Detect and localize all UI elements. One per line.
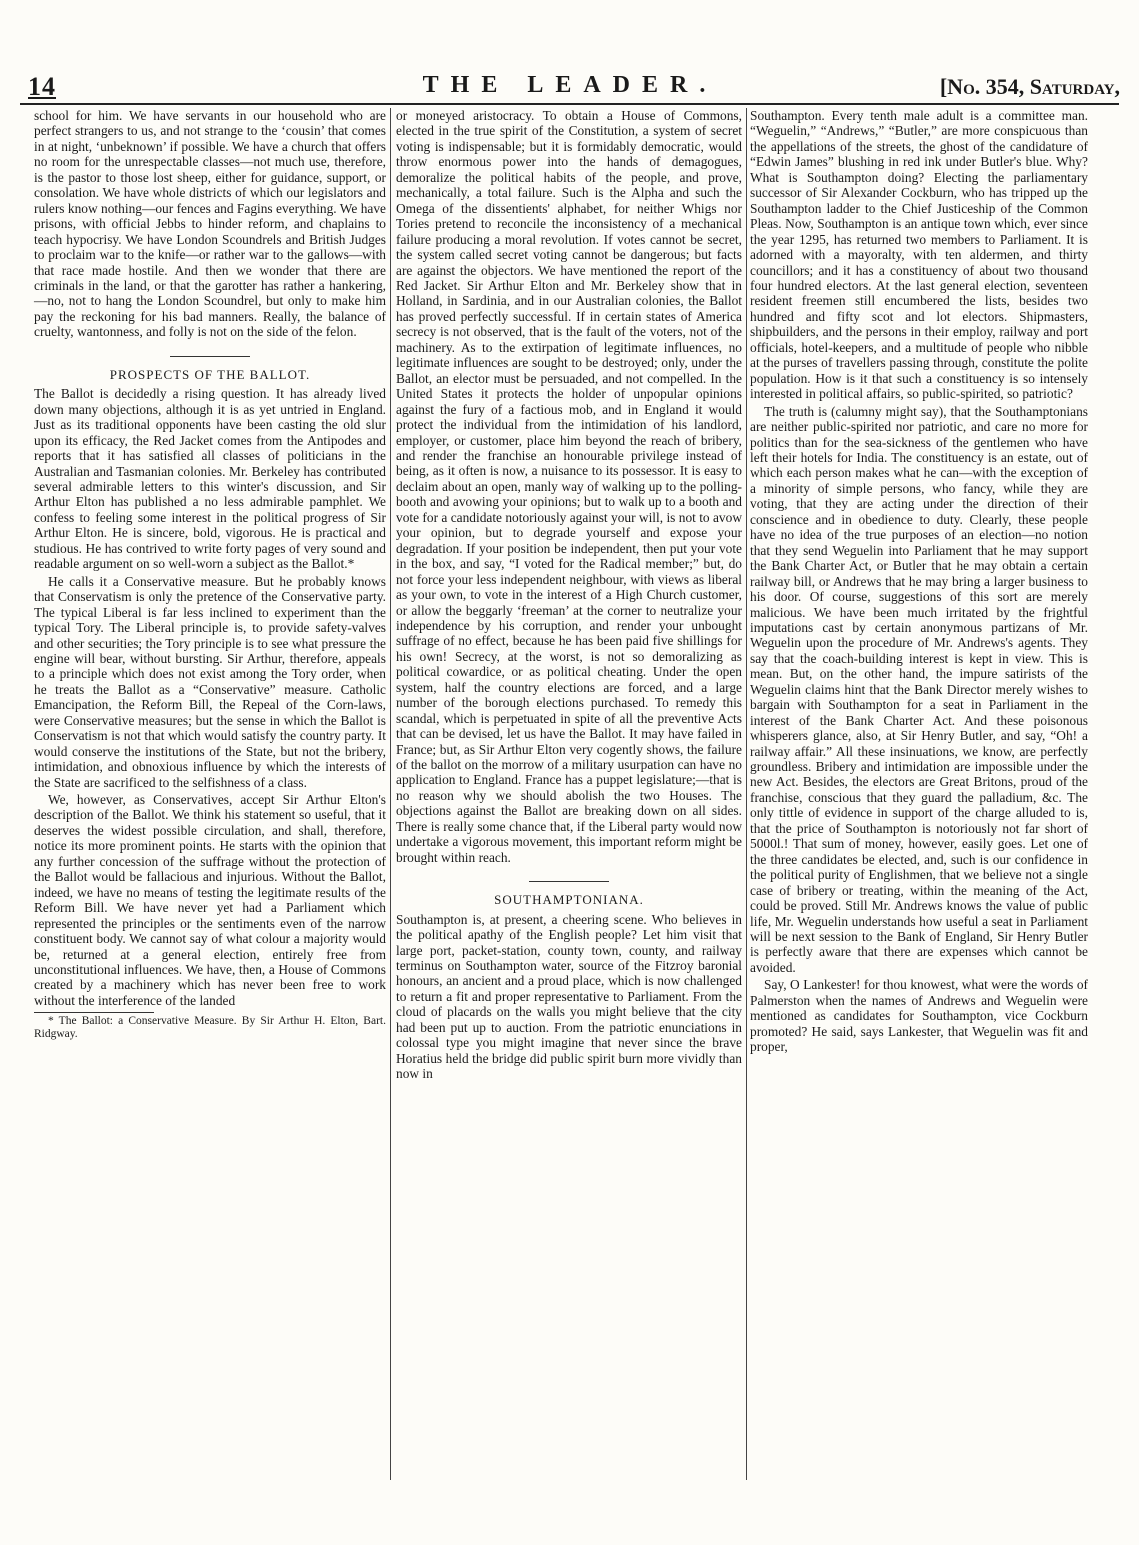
page-header (20, 70, 1120, 106)
paragraph: The Ballot is decidedly a rising question. It has already lived down many objections, although it is as yet untried in England. Just as its traditional opponents have been casting the old slur upon its efficacy, the Red Jacket comes from the Antipodes and reports that it has satisfied all classes of politicians in the Australian and Tasmanian colonies. Mr. Berkeley has contributed several admirable letters to this winter's discussion, and Sir Arthur Elton has published a no less admirable pamphlet. We confess to feeling some interest in the political progress of Sir Arthur Elton. He is sincere, bold, vigorous. He is practical and studious. He has contrived to write forty pages of very sound and readable argument on so well-worn a subject as the Ballot.* (34, 386, 386, 572)
section-divider (170, 356, 250, 357)
page-number: 14 (28, 72, 56, 101)
paragraph: We, however, as Conservatives, accept Sir Arthur Elton's description of the Ballot. We think his statement so useful, that it deserves the widest possible circulation, and shall, therefore, notice its more prominent points. He starts with the opinion that any further concession of the suffrage without the protection of the Ballot would be fallacious and injurious. Without the Ballot, indeed, we have no means of testing the legitimate results of the Reform Bill. We have never yet had a Parliament which represented the principles or the sentiments even of the narrow constituent body. We cannot say of what colour a majority would be, returned at a general election, entirely free from unconstitutional influences. We have, then, a House of Commons created by a machinery which has never been free to work without the interference of the landed (34, 792, 386, 1008)
column-3 (750, 108, 1088, 1057)
column-rule-1 (390, 108, 391, 1480)
header-rule (20, 103, 1119, 105)
issue-info: [No. 354, Saturday, (939, 74, 1120, 99)
article-heading-southamptoniana: SOUTHAMPTONIANA. (494, 892, 644, 908)
article-heading-ballot: PROSPECTS OF THE BALLOT. (109, 366, 311, 382)
section-divider (529, 881, 609, 882)
footnote: * The Ballot: a Conservative Measure. By Sir Arthur H. Elton, Bart. Ridgway. (34, 1015, 386, 1041)
paragraph: Say, O Lankester! for thou knowest, what were the words of Palmerston when the names of Andrews and Weguelin were mentioned as candidates for Southampton, vice Cockburn promoted? He said, says Lankester, that Weguelin was fit and proper, (750, 977, 1088, 1055)
column-rule-2 (746, 108, 747, 1480)
paragraph: Southampton. Every tenth male adult is a committee man. “Weguelin,” “Andrews,” “Butler,” are more conspicuous than the appellations of the streets, the ghost of the candidature of “Edwin James” blushing in red ink under Butler's blue. Why? What is Southampton doing? Electing the parliamentary successor of Sir Alexander Cockburn, who has tripped up the Southampton ladder to the Chief Justiceship of the Common Pleas. Now, Southampton is an antique town which, ever since the year 1295, has returned two members to Parliament. It is adorned with a mayoralty, with ten aldermen, and thirty councillors; and it has a constituency of about two thousand four hundred electors. At the last general election, seventeen resident freemen still encumbered the lists, besides two hundred and fifty scot and lot electors. Shipmasters, shipbuilders, and the persons in their employ, railway and port officials, hotel-keepers, and a multitude of people who nibble at the purses of travellers passing through, constitute the polite population. How is it that such a constituency is so intensely interested in political affairs, so public-spirited, so patriotic? (750, 108, 1088, 402)
footnote-rule (34, 1012, 154, 1013)
paragraph: The truth is (calumny might say), that the Southamptonians are neither public-spirited nor patriotic, and care no more for politics than for the sea-sickness of the gentlemen who have left their hotels for India. The constituency is an estate, out of which each person makes what he can—with the exception of a minority of simple persons, who fancy, while they are voting, that they are acting under the direction of their conscience and in obedience to duty. Clearly, these people have no idea of the true purposes of an election—no notion that they send Weguelin into Parliament that he may support the Bank Charter Act, or Butler that he may obtain a certain railway bill, or Andrews that he may bring a larger business to his door. Of course, suggestions of this sort are merely malicious. We have been much irritated by the frightful imputations cast by certain anonymous partizans of Mr. Weguelin upon the procedure of Mr. Andrews's agents. They say that the coach-building interest is kept in view. This is mean. But, on the other hand, the impure satirists of the Weguelin claims hint that the Bank Director merely wishes to bargain with Southampton for a seat in Parliament in the interest of the Bank Charter Act. And these poisonous whisperers glance, also, at Sir Henry Butler, and say, “Oh! a railway affair.” All these insinuations, we know, are perfectly groundless. Bribery and intimidation are impossible under the new Act. Besides, the electors are Great Britons, proud of the franchise, conscious that they guard the palladium, &c. The only tittle of evidence in support of the charge alluded to is, that the price of Southampton is notoriously not far short of 5000l.! That sum of money, however, easily goes. Let one of the three candidates be elected, and, such is our confidence in the political purity of Englishmen, that we believe not a single case of bribery or treating, within the meaning of the Act, could be proved. Still Mr. Andrews knows the value of public life, Mr. Weguelin understands how useful a seat in Parliament will be next session to the Bank of England, Sir Henry Butler is perfectly aware that there are expenses which cannot be avoided. (750, 403, 1088, 975)
paragraph: He calls it a Conservative measure. But he probably knows that Conservatism is only the pretence of the Conservative party. The typical Liberal is far less inclined to experiment than the typical Tory. The Liberal principle is, to provide safety-valves and other securities; the Tory principle is to see what pressure the engine will bear, without bursting. Sir Arthur, therefore, appeals to a principle which does not exist among the Tory order, when he treats the Ballot as a “Conservative” measure. Catholic Emancipation, the Reform Bill, the Repeal of the Corn-laws, were Conservative measures; but the sense in which the Ballot is Conservatism is not that which would satisfy the country party. It would conserve the institutions of the State, but not the bribery, intimidation, and obnoxious influence by which the interests of the State are sacrificed to the selfishness of a class. (34, 573, 386, 790)
column-2 (396, 108, 742, 1084)
paragraph: school for him. We have servants in our household who are perfect strangers to us, and not strange to the ‘cousin’ that comes in at night, ‘unbeknown’ if possible. We have a church that offers no room for the unrespectable classes—not much use, therefore, is the pastor to those lost sheep, either for guidance, support, or consolation. We have whole districts of which our legislators and rulers know nothing—our fences and Fagins everything. We have prisons, with official Jebbs to hinder reform, and chaplains to teach hypocrisy. We have London Scoundrels and British Judges to proclaim war to the knife—or rather war to the gallows—with that race made hostile. And then we wonder that there are criminals in the land, or that the garotter has rather a hankering,—no, not to hang the London Scoundrel, but only to make him pay the reckoning for his bad manners. Really, the balance of cruelty, wantonness, and folly is not on the side of the felon. (34, 108, 386, 340)
paragraph: or moneyed aristocracy. To obtain a House of Commons, elected in the true spirit of the Constitution, a system of secret voting is indispensable; but it is formidably democratic, would throw enormous power into the hands of demagogues, demoralize the political habits of the people, and prove, mechanically, a total failure. Such is the Alpha and such the Omega of the dissentients' alphabet, for neither Whigs nor Tories pretend to reconcile the inconsistency of a mechanical failure producing a moral revolution. If votes cannot be secret, the system called secret voting cannot be dangerous; but facts are against the objectors. We have mentioned the report of the Red Jacket. Sir Arthur Elton and Mr. Berkeley show that in Holland, in Sardinia, and in our Australian colonies, the Ballot has proved perfectly successful. If in certain states of America secrecy is not observed, that is the fault of the voters, not of the machinery. As to the extirpation of legitimate influences, no legitimate influences are sought to be destroyed; only, under the Ballot, an elector must be persuaded, and not compelled. In the United States it protects the holder of unpopular opinions against the fury of a factious mob, and in England it would protect the individual from the intimidation of his landlord, employer, or customer, place him beyond the reach of bribery, and render the franchise an honourable privilege instead of being, as it often is now, a nuisance to its possessor. It is easy to declaim about an open, manly way of walking up to the polling-booth and avowing your opinions; but to walk up to a booth and vote for a candidate notoriously against your will, is not to avow your opinion, but to degrade yourself and expose your degradation. If your position be independent, then put your vote in the box, and say, “I voted for the Radical member;” but, do not force your less independent neighbour, with views as liberal as your own, to vote in the interest of a High Church customer, or allow the beggarly ‘freeman’ at the corner to neutralize your independence by his corruption, and render your unbought suffrage of no effect, because he has been paid five shillings for his own! Secrecy, at the worst, is not so demoralizing as political cowardice, or as political cheating. Under the open system, half the country elections are forced, and a large number of the borough elections purchased. To remedy this scandal, which is perpetuated in spite of all the preventive Acts that can be devised, let us have the Ballot. It may have failed in France; but, as Sir Arthur Elton very cogently shows, the failure of the ballot on the morrow of a military usurpation can have no application to England. France has a puppet legislature;—that is no reason why we should abolish the two Houses. The objections against the Ballot are breaking down on all sides. There is really some chance that, if the Liberal party would now undertake a vigorous movement, this important reform might be brought within reach. (396, 108, 742, 865)
column-1 (34, 108, 386, 1043)
masthead-title: THE LEADER. (422, 72, 718, 98)
paragraph: Southampton is, at present, a cheering scene. Who believes in the political apathy of the English people? Let him visit that large port, packet-station, county town, county, and railway terminus on Southampton water, source of the Fitzroy baronial honours, an ancient and a proud place, which is now challenged to return a fit and proper representative to Parliament. From the cloud of placards on the walls you might believe that the city had been put up to auction. From the patriotic enunciations in colossal type you might imagine that never since the brave Horatius held the bridge did public spirit burn more vividly than now in (396, 911, 742, 1082)
